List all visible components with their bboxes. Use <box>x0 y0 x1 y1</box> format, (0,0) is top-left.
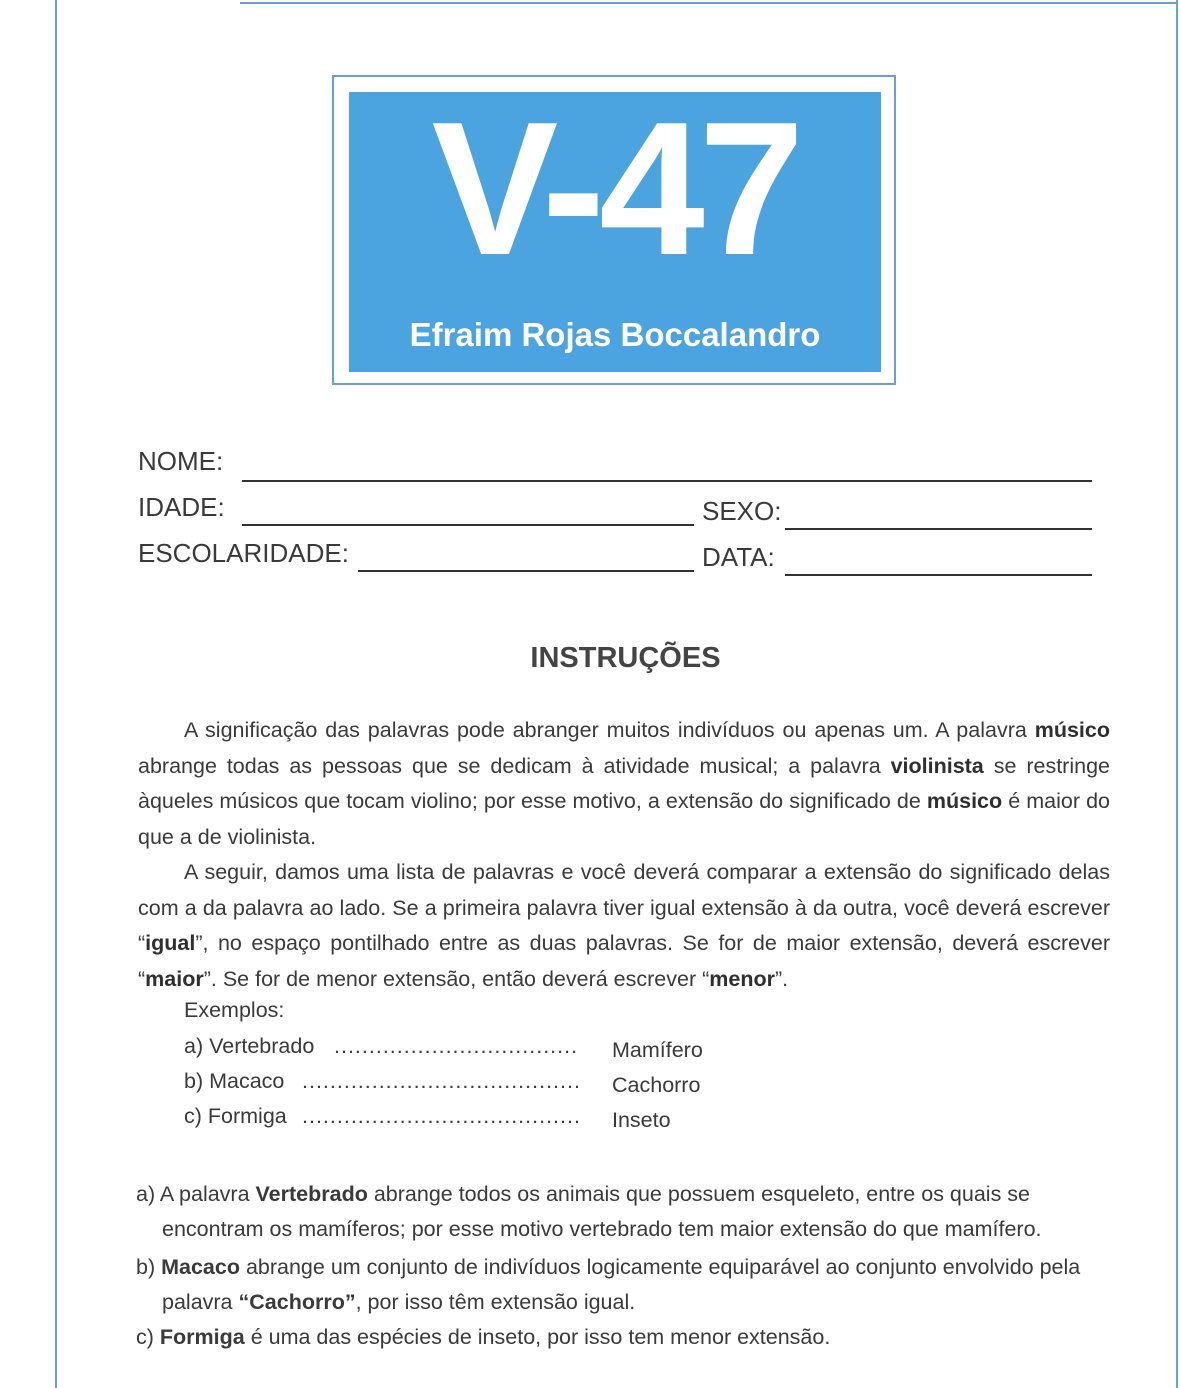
example-b-word: b) Macaco <box>184 1069 285 1093</box>
example-c-compare-word: Inseto <box>612 1108 671 1132</box>
nome-input-line[interactable] <box>242 480 1092 482</box>
data-input-line[interactable] <box>785 574 1092 576</box>
example-c-word: c) Formiga <box>184 1104 287 1128</box>
instructions-paragraph-2: A seguir, damos uma lista de palavras e você deverá comparar a extensão do significado delas com a da palavra ao lado. Se a primeira palavra tiver igual extensão à da outra, você deverá escrever “igual”, no espaço pontilhado entre as duas palavras. Se for de maior extensão, deverá escrever “maior”. Se for de menor extensão, então deverá escrever “menor”. <box>138 860 1110 991</box>
data-label: DATA: <box>702 542 775 572</box>
example-c-dotted-blank[interactable]: ........................................ <box>302 1104 581 1128</box>
example-a-dotted-blank[interactable]: ................................... <box>334 1034 579 1058</box>
idade-input-line[interactable] <box>242 524 694 526</box>
example-b-dotted-blank[interactable]: ........................................ <box>302 1069 581 1093</box>
page-frame-right <box>1176 0 1178 1388</box>
sexo-input-line[interactable] <box>785 528 1092 530</box>
escolaridade-label: ESCOLARIDADE: <box>138 538 349 568</box>
instructions-paragraph-1: A significação das palavras pode abranger muitos indivíduos ou apenas um. A palavra músico abrange todas as pessoas que se dedicam à atividade musical; a palavra violinista se restringe àqueles músicos que tocam violino; por esse motivo, a extensão do significado de músico é maior do que a de violinista. <box>138 718 1110 849</box>
example-b-compare-word: Cachorro <box>612 1073 701 1097</box>
page-frame-top <box>240 2 1178 4</box>
escolaridade-input-line[interactable] <box>358 570 694 572</box>
explanation-b: b) Macaco abrange um conjunto de indivíduos logicamente equiparável ao conjunto envolvido pela palavra “Cachorro”, por isso têm extensão igual. <box>136 1255 1081 1314</box>
page-frame-left <box>55 0 57 1388</box>
example-a-word: a) Vertebrado <box>184 1034 315 1058</box>
explanation-c: c) Formiga é uma das espécies de inseto, por isso tem menor extensão. <box>136 1325 831 1349</box>
explanation-a: a) A palavra Vertebrado abrange todos os animais que possuem esqueleto, entre os quais se encontram os mamíferos; por esse motivo vertebrado tem maior extensão do que mamífero. <box>136 1182 1042 1241</box>
examples-label: Exemplos: <box>184 998 285 1022</box>
sexo-label: SEXO: <box>702 496 782 526</box>
example-a-compare-word: Mamífero <box>612 1038 703 1062</box>
nome-label: NOME: <box>138 446 224 476</box>
instructions-heading: INSTRUÇÕES <box>530 642 721 674</box>
idade-label: IDADE: <box>138 492 225 522</box>
author-name: Efraim Rojas Boccalandro <box>409 316 821 353</box>
test-code-title: V-47 <box>431 83 799 295</box>
